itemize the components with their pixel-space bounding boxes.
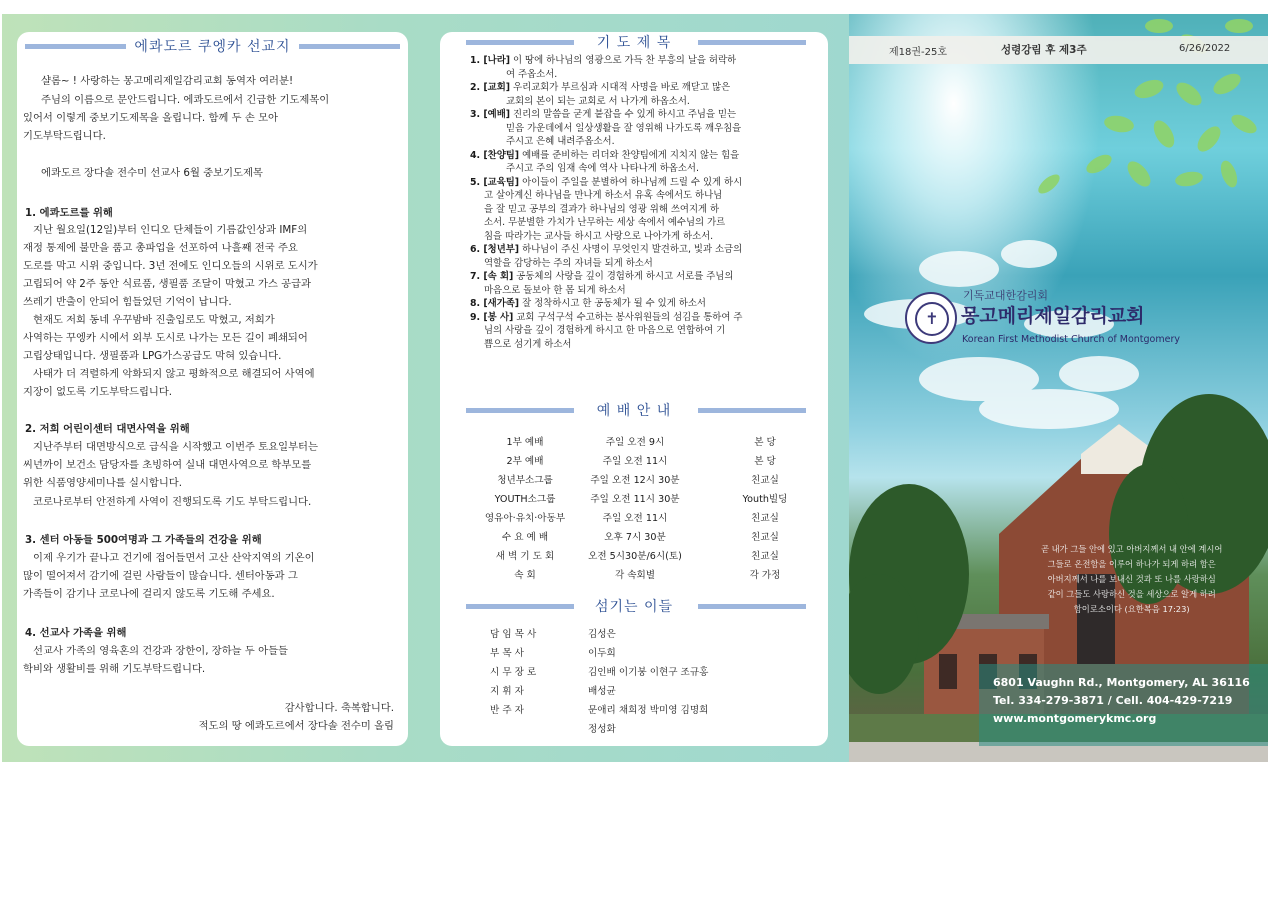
prayer-item: 2. [교회] 우리교회가 부르심과 시대적 사명을 바로 깨닫고 많은 [470, 82, 731, 93]
prayer-item-line: 많이 떨어져서 감기에 걸린 사람들이 많습니다. 센터아동과 그 [23, 570, 298, 582]
staff-row: 정성화 [588, 724, 616, 735]
worship-row: YOUTH소그룹 주일 오전 11시 30분 Youth빌딩 [494, 494, 788, 505]
worship-title-bar [440, 400, 828, 422]
cross-icon: ✝ [915, 302, 949, 336]
prayer-item-cont: 쁨으로 섬기게 하소서 [484, 338, 572, 350]
staff-title: 섬기는 이들 [587, 599, 681, 615]
prayer-item-cont: 을 잘 믿고 공부의 결과가 하나님의 영광 위해 쓰여지게 하 [484, 203, 720, 215]
prayer-item-line: 선교사 가족의 영육혼의 건강과 장한이, 장하늘 두 아들들 [33, 645, 288, 657]
prayer-item-line: 학비와 생활비를 위해 기도부탁드립니다. [23, 663, 206, 675]
prayer-item: 7. [속 회] 공동체의 사랑을 깊이 경험하게 하시고 서로를 주님의 [470, 271, 734, 282]
closing-greeting: 감사합니다. 축복합니다. [284, 702, 394, 714]
prayer-item-cont: 님의 사랑을 깊이 경험하게 하시고 한 마음으로 연합하여 기 [484, 325, 726, 336]
prayer-item-heading: 3. 센터 아동들 500여명과 그 가족들의 건강을 위해 [25, 534, 262, 546]
prayer-item-line: 지난 월요일(12일)부터 인디오 단체들이 기름값인상과 IMF의 [33, 224, 308, 236]
prayer-item-cont: 소서. 무분별한 가치가 난무하는 세상 속에서 예수님의 가르 [484, 217, 726, 228]
prayer-item-cont: 역할을 감당하는 주의 자녀들 되게 하소서 [484, 257, 653, 269]
church-name-korean: 몽고메리제일감리교회 [961, 305, 1145, 327]
worship-title: 예 배 안 내 [589, 403, 679, 419]
liturgical-week: 성령강림 후 제3주 [1001, 44, 1087, 56]
prayer-item-line: 사태가 더 격렬하게 악화되지 않고 평화적으로 해결되어 사역에 [33, 368, 315, 380]
prayer-item-cont: 고 살아계신 하나님을 만나게 하소서 유혹 속에서도 하나님 [484, 190, 723, 201]
prayer-item: 8. [새가족] 잘 정착하시고 한 공동체가 될 수 있게 하소서 [470, 298, 706, 309]
prayer-item-heading: 1. 에콰도르를 위해 [25, 207, 113, 219]
prayer-item-line: 고립되어 약 2주 동안 식료품, 생필품 조달이 막혔고 가스 공급과 [23, 278, 311, 290]
staff-title-bar [440, 596, 828, 618]
worship-row: 수 요 예 배 오후 7시 30분 친교실 [501, 532, 779, 543]
worship-row: 속 회 각 속회별 각 가정 [514, 570, 781, 581]
prayer-item-cont: 마음으로 돌보아 한 몸 되게 하소서 [484, 284, 626, 296]
prayer-item-cont: 주시고 은혜 내려주옵소서. [506, 136, 615, 147]
closing-signature: 적도의 땅 에콰도르에서 장다솔 전수미 올림 [198, 720, 394, 732]
worship-row: 2부 예배 주일 오전 11시 본 당 [506, 456, 776, 467]
worship-row: 청년부소그룹 주일 오전 12시 30분 친교실 [497, 475, 779, 486]
denomination: 기독교대한감리회 [963, 289, 1049, 302]
staff-row: 지 휘 자 배성균 [490, 686, 616, 697]
church-phone: Tel. 334-279-3871 / Cell. 404-429-7219 [993, 694, 1233, 707]
prayer-item-line: 사역하는 꾸엥카 시에서 외부 도시로 나가는 모든 길이 폐쇄되어 [23, 332, 308, 344]
mission-letter-panel [17, 32, 408, 746]
prayer-item-cont: 주시고 주의 임재 속에 역사 나타나게 하옵소서. [506, 163, 699, 174]
prayer-item-line: 코로나로부터 안전하게 사역이 진행되도록 기도 부탁드립니다. [33, 496, 312, 508]
cover-illustration [849, 14, 1268, 762]
church-info-panel [440, 32, 828, 746]
prayer-item: 9. [봉 사] 교회 구석구석 수고하는 봉사위원들의 섬김을 통하여 주 [470, 311, 743, 323]
greeting-line: 샬롬~ ! 사랑하는 몽고메리제일감리교회 동역자 여러분! [41, 75, 294, 87]
staff-row: 시 무 장 로 김인배 이기붕 이현구 조규홍 [490, 667, 709, 678]
staff-row: 부 목 사 이두희 [490, 648, 616, 659]
volume-number: 제18권-25호 [889, 47, 948, 58]
prayer-item-cont: 여 주옵소서. [506, 68, 558, 80]
mission-title-bar [17, 36, 408, 58]
scripture-verse: 곧 내가 그들 안에 있고 아버지께서 내 안에 계시어 그들로 온전함을 이루어 하나가 되게 하려 함은 아버지께서 나를 보내신 것과 또 나를 사랑하심 같이 그들도 사랑하신 것을 세상으로 알게 하려 함이로소이다 (요한복음 17:23) [1041, 544, 1223, 614]
prayer-list [470, 54, 800, 351]
prayer-item-cont: 교회의 본이 되는 교회로 서 나가게 하옵소서. [506, 95, 690, 107]
prayer-item-line: 지난주부터 대면방식으로 급식을 시작했고 이번주 토요일부터는 [33, 441, 318, 453]
prayer-item: 3. [예배] 진리의 말씀을 굳게 붙잡을 수 있게 하시고 주님을 믿는 [470, 109, 737, 120]
greeting-line: 기도부탁드립니다. [23, 130, 106, 142]
prayer-item-line: 고립상태입니다. 생필품과 LPG가스공급도 막혀 있습니다. [23, 350, 282, 362]
mission-title: 에콰도르 쿠엥카 선교지 [126, 39, 298, 55]
bulletin-cover [849, 14, 1268, 762]
bulletin-header [849, 36, 1268, 64]
prayer-item: 6. [청년부] 하나님이 주신 사명이 무엇인지 발견하고, 빛과 소금의 [470, 244, 743, 255]
church-website[interactable]: www.montgomerykmc.org [993, 712, 1157, 725]
prayer-item-line: 이제 우기가 끝나고 건기에 접어들면서 고산 산악지역의 기온이 [33, 552, 315, 564]
prayer-title-bar [440, 32, 828, 54]
prayer-item: 5. [교육팀] 아이들이 주일을 분별하여 하나님께 드릴 수 있게 하시 [470, 176, 743, 188]
church-address: 6801 Vaughn Rd., Montgomery, AL 36116 [993, 676, 1250, 689]
greeting-line: 있어서 이렇게 중보기도제목을 올립니다. 함께 두 손 모아 [23, 112, 278, 124]
prayer-item-cont: 믿음 가운데에서 일상생활을 잘 영위해 나가도록 깨우침을 [506, 122, 742, 134]
staff-row: 반 주 자 문애리 채희정 박미영 김명희 [490, 705, 709, 716]
greeting-line: 주님의 이름으로 문안드립니다. 에콰도르에서 긴급한 기도제목이 [41, 94, 330, 106]
letter-subtitle: 에콰도르 장다솔 전수미 선교사 6월 중보기도제목 [41, 167, 263, 179]
worship-row: 1부 예배 주일 오전 9시 본 당 [506, 437, 776, 448]
prayer-item-line: 위한 식품영양세미나를 실시합니다. [23, 477, 183, 489]
church-name-english: Korean First Methodist Church of Montgomery [962, 334, 1180, 345]
prayer-item-line: 도로를 막고 시위 중입니다. 3년 전에도 인디오들의 시위로 도시가 [23, 260, 318, 272]
prayer-item-line: 현재도 저희 동네 우꾸밤바 진출입로도 막혔고, 저희가 [33, 314, 275, 326]
contact-box [979, 664, 1268, 746]
prayer-item-line: 재정 통제에 불만을 품고 총파업을 선포하여 나흘째 전국 주요 [23, 242, 298, 254]
prayer-item-line: 씨년까이 보건소 담당자를 초빙하여 실내 대면사역으로 학부모를 [23, 459, 312, 471]
prayer-item-line: 지장이 없도록 기도부탁드립니다. [23, 386, 173, 398]
prayer-item-cont: 침을 따라가는 교사들 하시고 사랑으로 나아가게 하소서. [484, 230, 714, 242]
prayer-item-heading: 2. 저희 어린이센터 대면사역을 위해 [25, 423, 190, 435]
worship-row: 새 벽 기 도 회 오전 5시30분/6시(토) 친교실 [495, 551, 779, 562]
worship-row: 영유아·유치·아동부 주일 오전 11시 친교실 [484, 513, 779, 524]
prayer-item-line: 가족들이 감기나 코로나에 걸리지 않도록 기도해 주세요. [23, 588, 275, 600]
staff-row: 담 임 목 사 김성은 [490, 629, 616, 640]
prayer-item: 4. [찬양팀] 예배를 준비하는 리더와 찬양팀에게 지치지 않는 힘을 [470, 149, 740, 161]
church-logo [905, 292, 957, 344]
bulletin-date: 6/26/2022 [1179, 43, 1231, 54]
prayer-item: 1. [나라] 이 땅에 하나님의 영광으로 가득 찬 부흥의 날을 허락하 [470, 55, 737, 66]
prayer-title: 기 도 제 목 [589, 35, 679, 51]
prayer-item-heading: 4. 선교사 가족을 위해 [25, 627, 127, 639]
prayer-item-line: 쓰레기 반출이 안되어 힘들었던 기억이 납니다. [23, 296, 232, 308]
